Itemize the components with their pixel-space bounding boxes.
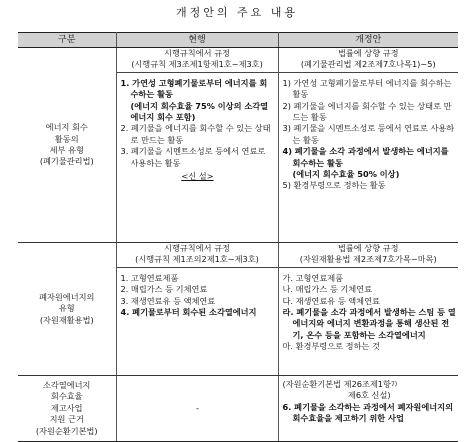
page-title: 개정안의 주요 내용 — [175, 6, 298, 19]
category-line: 폐자원에너지의 — [39, 291, 95, 302]
list-item: 2) 폐기물을 에너지를 회수할 수 있는 상태로 만드는 활동 — [282, 100, 452, 123]
list-item: 마. 환경부령으로 정하는 것 — [282, 341, 380, 352]
category-line: 소각열에너지 — [43, 379, 91, 390]
list-item: 6. 폐기물을 소각하는 과정에서 폐자원에너지의 회수효율을 제고하기 위한 사업 — [282, 401, 453, 424]
reference-text: 제6호 신설) — [347, 390, 391, 401]
subheader-line: (시행규칙 제3조제1항제1호∼제3호) — [131, 59, 263, 70]
current-cell — [116, 48, 278, 243]
list-item: 다. 재생연료유 등 액체연료 — [282, 295, 380, 306]
subheader-line: 법률에 상향 규정 — [337, 48, 399, 58]
table-row — [18, 376, 458, 442]
list-item: 나. 매립가스 등 기체연료 — [282, 284, 373, 295]
category-cell — [18, 376, 116, 442]
header-current: 현행 — [116, 33, 278, 48]
list-item: 2. 매립가스 등 기체연료 — [120, 284, 208, 295]
reference-text: (자원순환기본법 제26조제1항 — [282, 379, 391, 389]
category-line: (폐기물관리법) — [39, 156, 94, 167]
subheader-line: (자원재활용법 제2조제7호가목∼마목) — [299, 254, 437, 265]
list-item: 4) 폐기물을 소각 과정에서 발생하는 에너지를 회수하는 활동 — [282, 146, 449, 168]
category-line: (자원순환기본법) — [35, 425, 98, 436]
proposed-reference — [283, 379, 457, 390]
category-line: 활동의 — [54, 133, 79, 144]
list-item: 3) 폐기물을 시멘트소성로 등에서 연료로 사용하는 활동 — [282, 123, 455, 145]
current-subheader — [117, 48, 278, 73]
list-item: 3. 재생연료유 등 액체연료 — [120, 295, 216, 306]
subheader-line: 시행규칙에서 규정 — [164, 48, 230, 58]
category-cell — [18, 48, 116, 243]
new-marker: <신 설> — [181, 171, 214, 182]
proposed-cell — [278, 376, 458, 442]
current-cell — [116, 376, 278, 442]
category-line: 에너지 회수 — [45, 122, 88, 133]
list-item: 1. 가연성 고형폐기물로부터 에너지를 회수하는 활동 — [120, 77, 268, 100]
category-line: 지원 근거 — [49, 414, 84, 425]
table-row — [18, 243, 458, 376]
list-item: 1) 가연성 고형폐기물로부터 에너지를 회수하는 활동 — [282, 77, 452, 100]
list-item: 4. 폐기물로부터 회수된 소각열에너지 — [120, 307, 257, 318]
footnote-marker: 7) — [390, 381, 398, 388]
proposed-subheader — [279, 48, 459, 73]
header-proposed: 개정안 — [278, 33, 458, 48]
list-item: (에너지 회수효율 50% 이상) — [292, 169, 400, 180]
list-item: 5) 환경부령으로 정하는 활동 — [282, 180, 386, 191]
category-line: 회수효율 — [50, 391, 83, 402]
comparison-table — [18, 32, 458, 442]
proposed-cell — [278, 243, 458, 376]
subheader-line: (시행규칙 제1조의2제1호∼제3호) — [135, 254, 259, 265]
proposed-cell — [278, 48, 458, 243]
category-line: (자원재활용법) — [39, 314, 94, 325]
list-item: 라. 폐기물을 소각 과정에서 발생하는 스팀 등 열에너지와 에너지 변환과정을 통해 생산된 전기, 온수 등을 포함하는 소각열에너지 — [282, 307, 456, 340]
current-subheader — [117, 243, 278, 268]
table-row — [18, 48, 458, 243]
list-item: 1. 고형연료제품 — [120, 272, 179, 283]
category-cell — [18, 243, 116, 376]
category-line: 유형 — [58, 303, 75, 314]
header-category: 구분 — [18, 33, 116, 48]
table-header-row — [18, 33, 458, 48]
category-line: 제고사업 — [50, 402, 83, 413]
list-item: 가. 고형연료제품 — [282, 272, 344, 283]
list-item: 2. 폐기물을 에너지를 회수할 수 있는 상태로 만드는 활동 — [120, 123, 271, 145]
category-line: 세부 유형 — [49, 145, 84, 155]
subheader-line: (폐기물관리법 제2조제7호나목1)∼5) — [300, 59, 436, 70]
list-item: (에너지 회수효율 75% 이상의 소각열에너지 회수 포함) — [130, 100, 269, 123]
current-cell — [116, 243, 278, 376]
subheader-line: 시행규칙에서 규정 — [164, 243, 230, 253]
empty-marker: - — [196, 402, 199, 413]
list-item: 3. 폐기물을 시멘트소성로 등에서 연료로 사용하는 활동 — [120, 146, 266, 168]
subheader-line: 법률에 상향 규정 — [337, 243, 399, 253]
proposed-subheader — [279, 243, 459, 268]
